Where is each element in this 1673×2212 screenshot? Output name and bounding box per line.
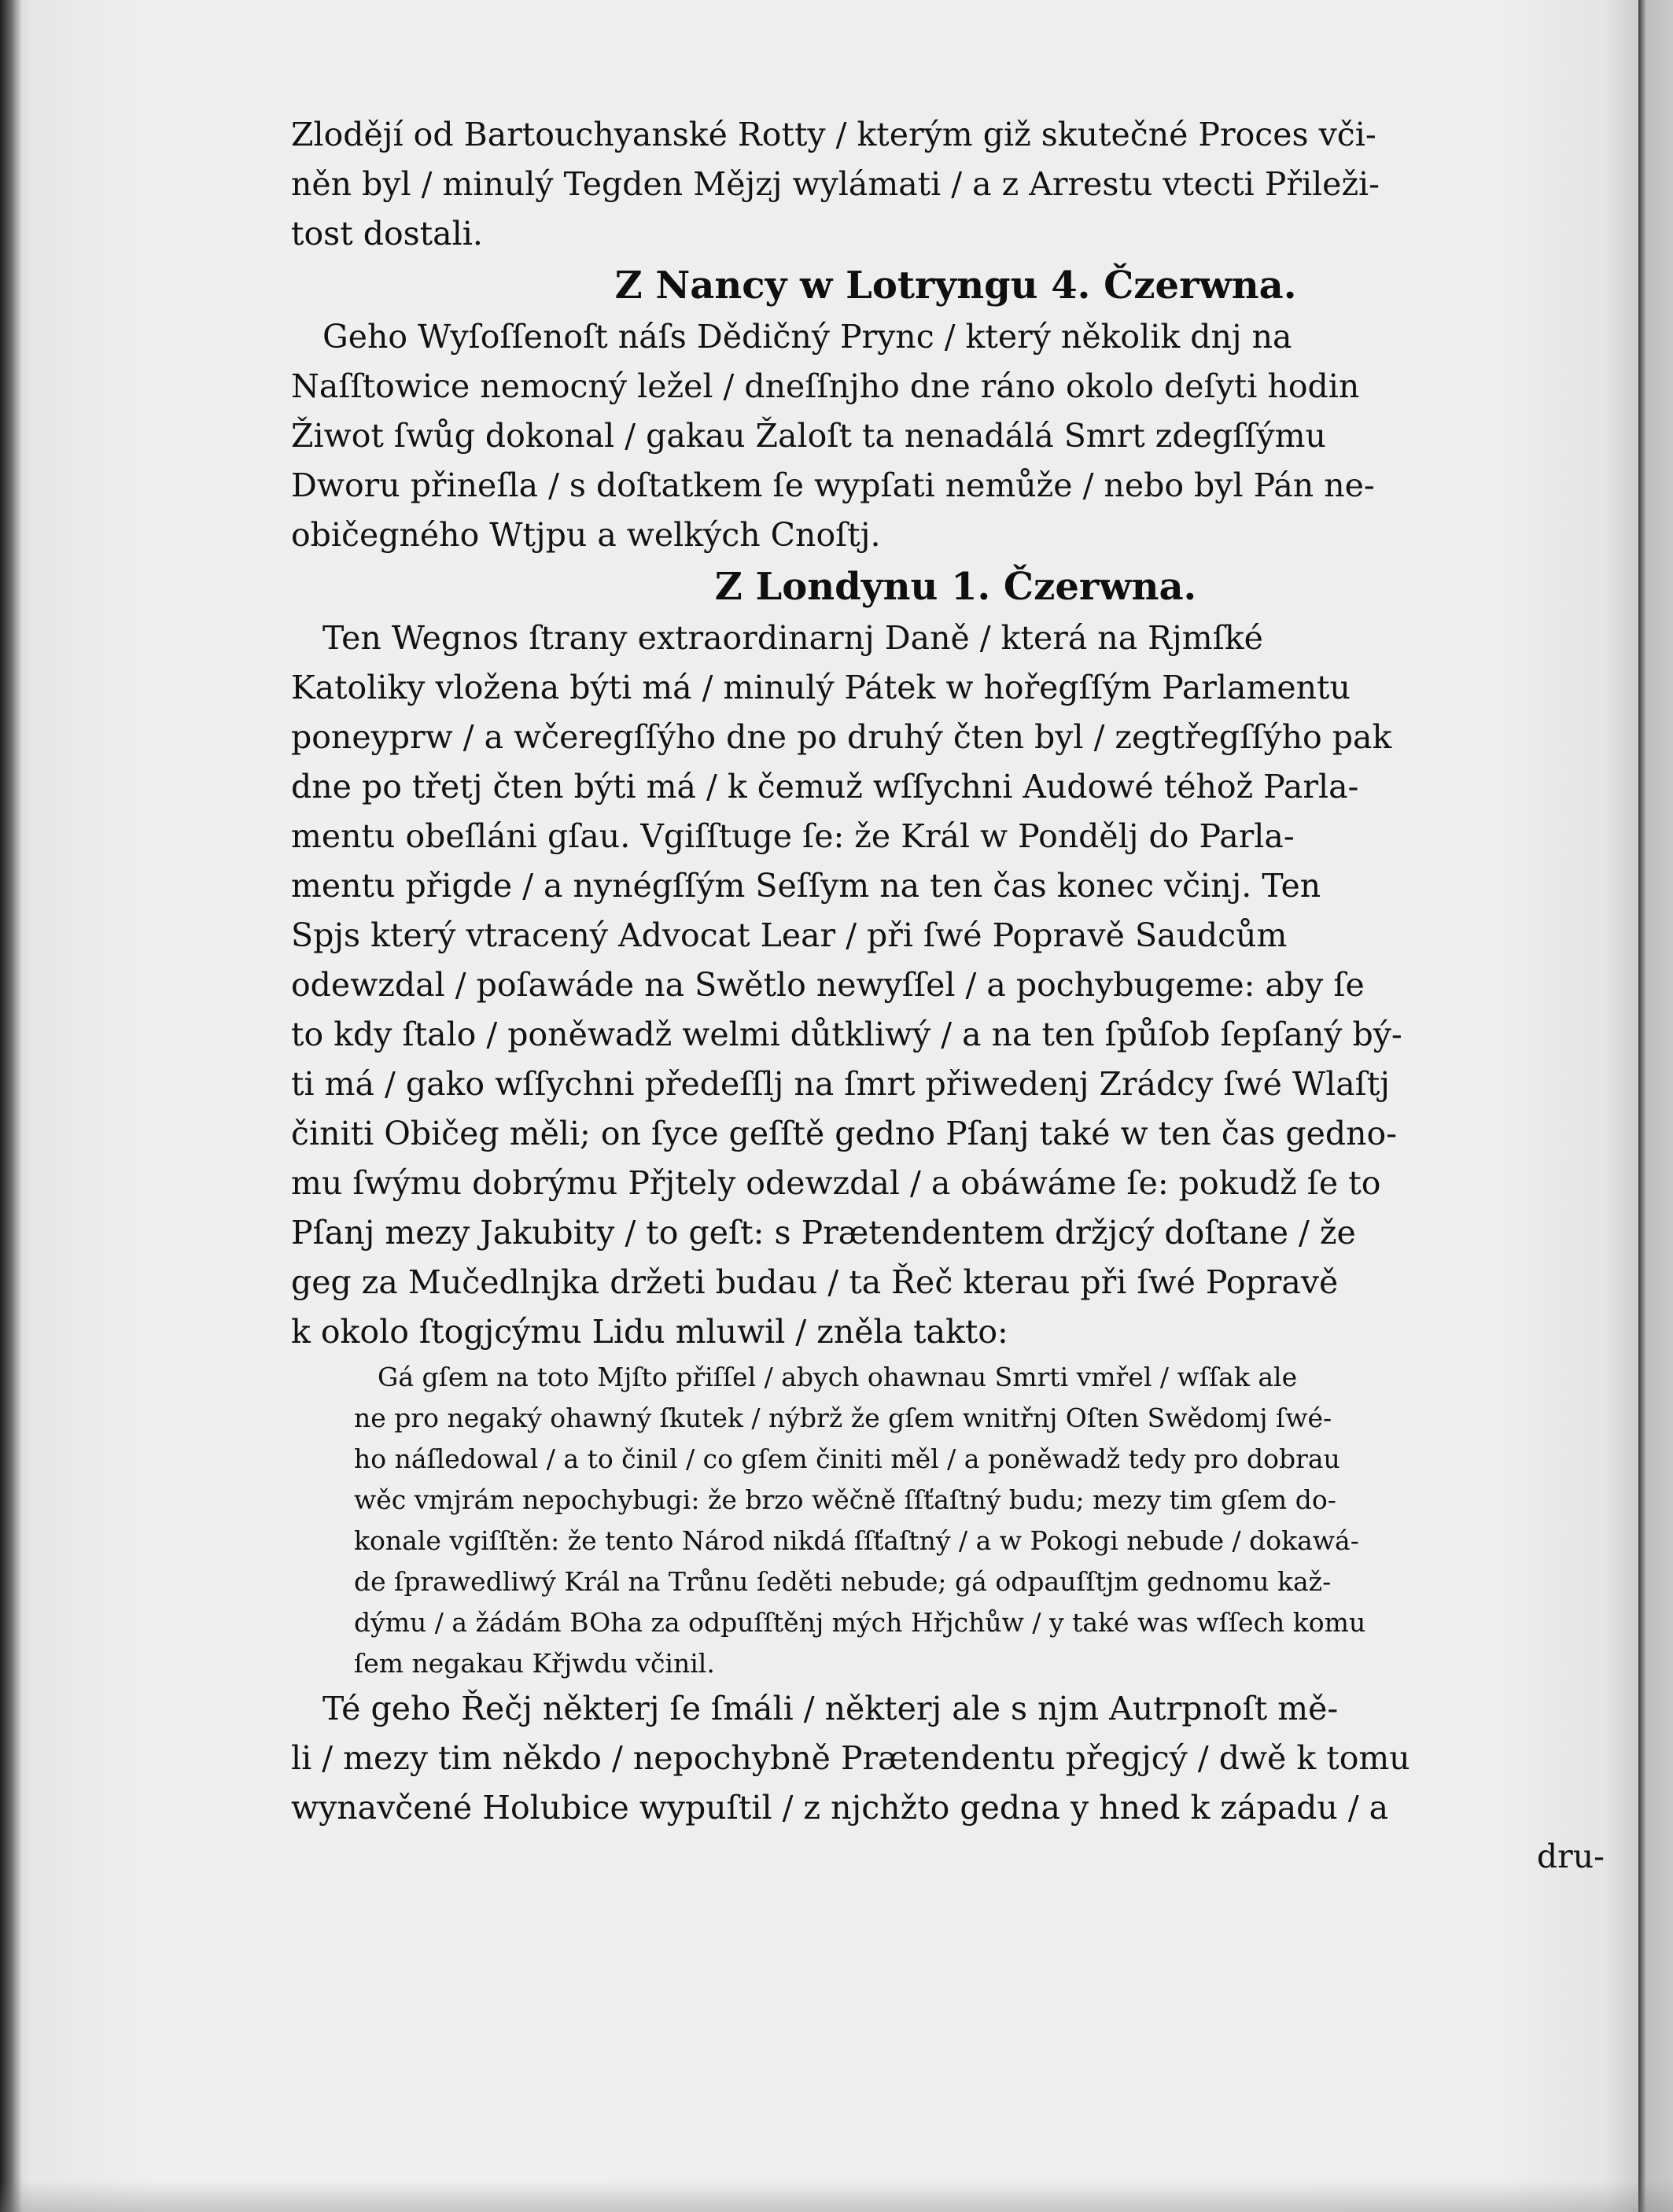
quote-line: konale vgiſſtěn: že tento Národ nikdá ſſťaſtný / a w Pokogi nebude / dokawá- <box>354 1525 1359 1556</box>
body-line: Pſanj mezy Jakubity / to geſt: s Prætendentem držjcý doſtane / že <box>291 1214 1356 1252</box>
page-edge <box>1638 0 1673 2212</box>
body-line: dne po třetj čten býti má / k čemuž wſſychni Audowé téhož Parla- <box>291 768 1359 806</box>
body-line: Dworu přineſla / s doſtatkem ſe wypſati nemůže / nebo byl Pán ne- <box>291 466 1375 504</box>
body-line: to kdy ſtalo / poněwadž welmi důtkliwý / a na ten ſpůſob ſepſaný bý- <box>291 1016 1402 1053</box>
body-line: Té geho Řečj některj ſe ſmáli / některj ale s njm Autrpnoſt mě- <box>322 1690 1339 1727</box>
body-line: k okolo ſtogjcýmu Lidu mluwil / zněla takto: <box>291 1313 1008 1351</box>
page-text <box>291 110 1620 1880</box>
section-heading-london: Z Londynu 1. Čzerwna. <box>714 565 1197 609</box>
body-line: mentu přigde / a nynégſſým Seſſym na ten čas konec včinj. Ten <box>291 867 1321 905</box>
body-line: Ten Wegnos ſtrany extraordinarnj Daně / která na Rjmſké <box>322 619 1263 657</box>
intro-line: něn byl / minulý Tegden Mějzj wylámati / a z Arrestu vtecti Přileži- <box>291 165 1380 203</box>
quote-line: ho náſledowal / a to činil / co gſem činiti měl / a poněwadž tedy pro dobrau <box>354 1443 1340 1474</box>
body-line: Geho Wyſoſſenoſt náſs Dědičný Prync / který několik dnj na <box>322 318 1292 356</box>
body-line: činiti Običeg měli; on ſyce geſſtě gedno Pſanj také w ten čas gedno- <box>291 1115 1398 1152</box>
quote-line: dýmu / a žádám BOha za odpuſſtěnj mých Hřjchůw / y také was wſſech komu <box>354 1607 1366 1638</box>
body-line: Naſſtowice nemocný ležel / dneſſnjho dne ráno okolo deſyti hodin <box>291 367 1360 405</box>
body-line: Spjs který vtracený Advocat Lear / při ſwé Popravě Saudcům <box>291 916 1288 954</box>
body-line: li / mezy tim někdo / nepochybně Prætendentu přegjcý / dwě k tomu <box>291 1739 1410 1777</box>
body-line: Žiwot ſwůg dokonal / gakau Žaloſt ta nenadálá Smrt zdegſſýmu <box>291 417 1326 455</box>
body-line: poneyprw / a wčeregſſýho dne po druhý čten byl / zegtřegſſýho pak <box>291 718 1392 756</box>
body-line: wynavčené Holubice wypuſtil / z njchžto gedna y hned k západu / a <box>291 1789 1389 1827</box>
page-bottom-shading <box>0 2181 1673 2212</box>
body-line: mu ſwýmu dobrýmu Přjtely odewzdal / a obáwáme ſe: pokudž ſe to <box>291 1164 1381 1202</box>
quote-line: ſem negakau Křjwdu včinil. <box>354 1648 715 1679</box>
body-line: mentu obeſláni gſau. Vgiſſtuge ſe: že Král w Pondělj do Parla- <box>291 817 1295 855</box>
speech-quote <box>291 1357 1620 1684</box>
section-heading-nancy: Z Nancy w Lotryngu 4. Čzerwna. <box>614 264 1297 308</box>
body-line: ti má / gako wſſychni předeſſlj na ſmrt přiwedenj Zrádcy ſwé Wlaſtj <box>291 1065 1391 1103</box>
binding-shadow <box>0 0 22 2212</box>
quote-line: wěc vmjrám nepochybugi: že brzo wěčně ſſťaſtný budu; mezy tim gſem do- <box>354 1484 1336 1515</box>
intro-line: tost dostali. <box>291 215 483 253</box>
body-line: geg za Mučedlnjka držeti budau / ta Řeč kterau při ſwé Popravě <box>291 1263 1339 1301</box>
body-line: Katoliky vložena býti má / minulý Pátek w hořegſſým Parlamentu <box>291 669 1351 706</box>
quote-line: de ſprawedliwý Král na Trůnu ſeděti nebude; gá odpauſſtjm gednomu kaž- <box>354 1566 1332 1597</box>
intro-line: Zlodějí od Bartouchyanské Rotty / kterým giž skutečné Proces vči- <box>291 116 1376 153</box>
body-line: običegného Wtjpu a welkých Cnoſtj. <box>291 516 881 554</box>
quote-line: ne pro negaký ohawný ſkutek / nýbrž že gſem wnitřnj Oſten Swědomj ſwé- <box>354 1403 1332 1433</box>
catchword: dru- <box>1536 1838 1605 1875</box>
quote-line: Gá gſem na toto Mjſto přiſſel / abych ohawnau Smrti vmřel / wſſak ale <box>378 1362 1298 1392</box>
body-line: odewzdal / poſawáde na Swětlo newyſſel / a pochybugeme: aby ſe <box>291 966 1365 1004</box>
